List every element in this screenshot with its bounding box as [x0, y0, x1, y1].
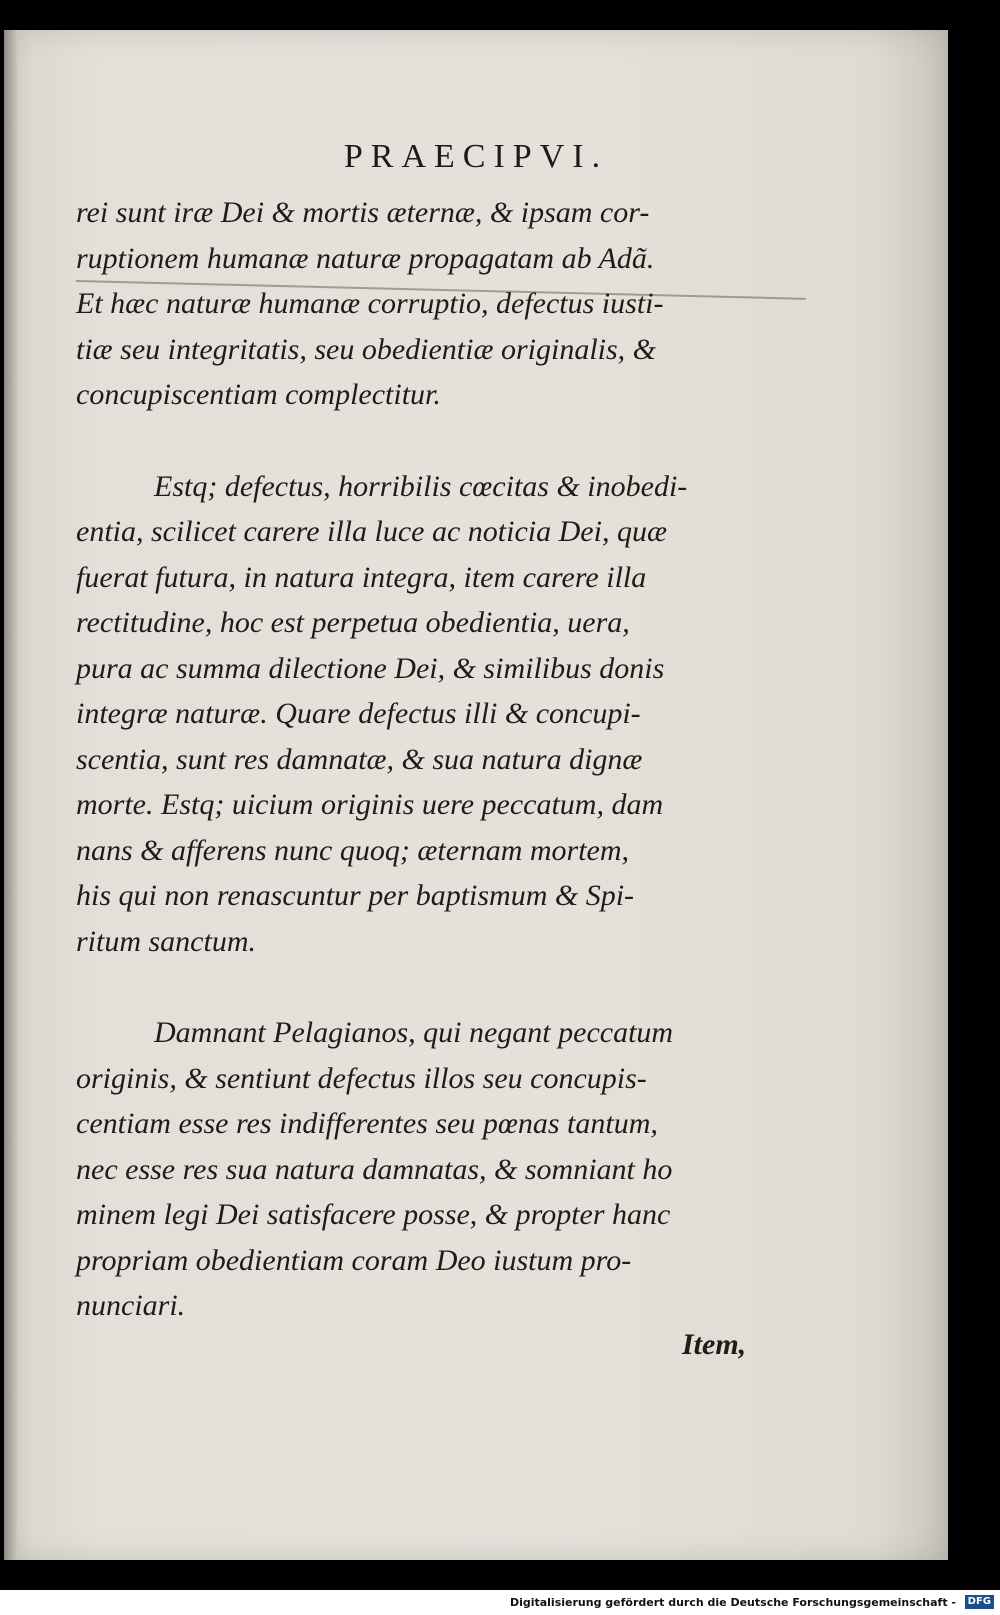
text-line: originis, & sentiunt defectus illos seu concupis- [76, 1061, 647, 1095]
running-head: PRAECIPVI. [343, 138, 609, 175]
text-line: minem legi Dei satisfacere posse, & propter hanc [76, 1198, 671, 1231]
text-line: nec esse res sua natura damnatas, & somniant ho [76, 1152, 673, 1186]
page-gutter [4, 30, 18, 1560]
text-line: centiam esse res indifferentes seu pœnas tantum, [76, 1107, 658, 1140]
text-line: Et hæc naturæ humanæ corruptio, defectus iusti- [76, 287, 664, 320]
text-line: Damnant Pelagianos, qui negant peccatum [154, 1016, 674, 1049]
text-line: rectitudine, hoc est perpetua obedientia, uera, [76, 606, 630, 639]
text-line: morte. Estq; uicium originis uere peccatum, dam [76, 788, 664, 821]
text-line: integræ naturæ. Quare defectus illi & concupi- [76, 697, 641, 730]
text-line: concupiscentiam complectitur. [76, 378, 441, 411]
text-line: tiæ seu integritatis, seu obedientiæ originalis, & [76, 332, 657, 366]
text-line: ritum sanctum. [76, 924, 256, 958]
dfg-logo-icon: DFG [965, 1595, 994, 1609]
footer-credit: Digitalisierung gefördert durch die Deutsche Forschungsgemeinschaft - [509, 1596, 956, 1609]
text-line: his qui non renascuntur per baptismum & Spi- [76, 879, 635, 912]
body-text [76, 190, 782, 1329]
paragraph-3 [76, 1010, 782, 1329]
text-line: fuerat futura, in natura integra, item carere illa [76, 560, 647, 594]
text-line: scentia, sunt res damnatæ, & sua natura dignæ [76, 742, 643, 776]
text-line: entia, scilicet carere illa luce ac noticia Dei, quæ [76, 515, 667, 548]
text-line: pura ac summa dilectione Dei, & similibus donis [76, 651, 665, 685]
text-line: nans & afferens nunc quoq; æternam mortem, [76, 833, 630, 867]
book-page [4, 30, 948, 1560]
paragraph-2 [76, 464, 782, 965]
paragraph-gap [76, 418, 782, 464]
text-line: ruptionem humanæ naturæ propagatam ab Adã. [76, 241, 655, 275]
text-line: Estq; defectus, horribilis cœcitas & inobedi- [154, 469, 688, 503]
paragraph-gap [76, 964, 782, 1010]
text-line: propriam obedientiam coram Deo iustum pro- [76, 1243, 632, 1277]
footer-bar [0, 1590, 1000, 1615]
paragraph-1 [76, 190, 782, 418]
catchword: Item, [682, 1328, 747, 1361]
text-line: rei sunt iræ Dei & mortis æternæ, & ipsam cor- [76, 196, 650, 229]
text-line: nunciari. [76, 1289, 186, 1322]
